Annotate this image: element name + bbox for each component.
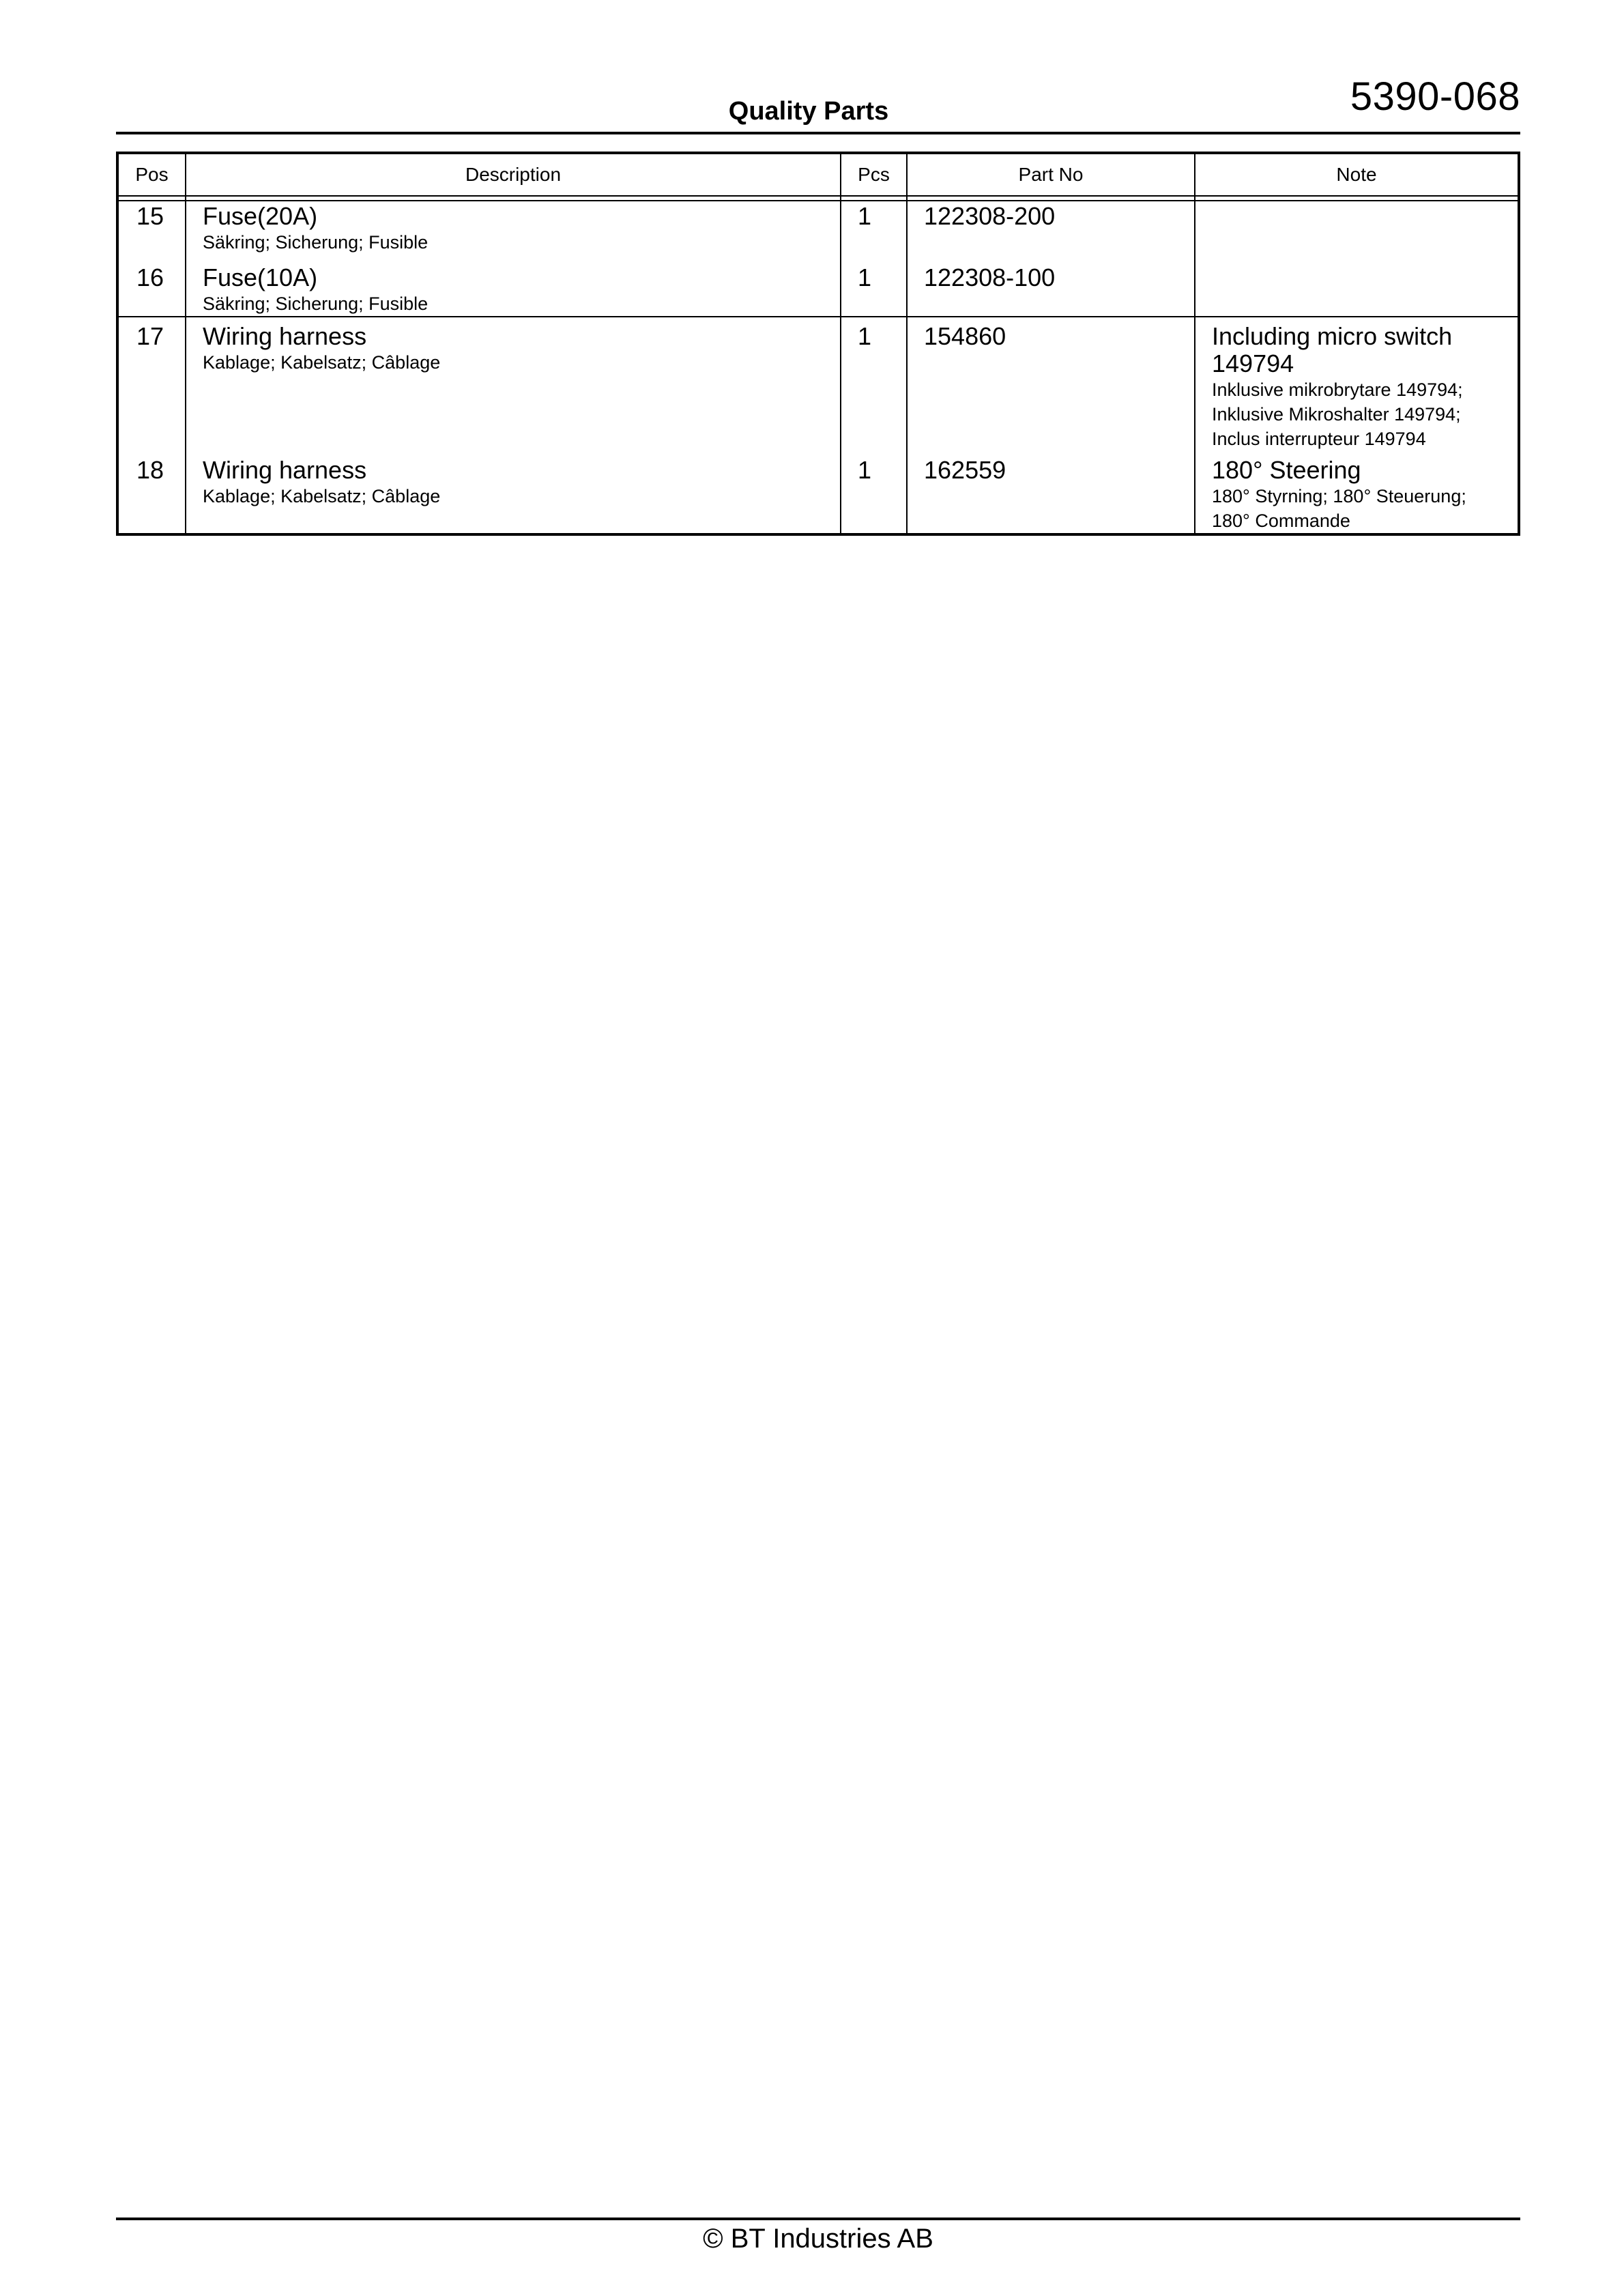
footer-divider bbox=[116, 2218, 1520, 2220]
description-value: Fuse(10A) bbox=[203, 263, 318, 291]
page-title: Quality Parts bbox=[728, 97, 889, 126]
table-row bbox=[119, 255, 1518, 317]
description-value: Wiring harness bbox=[203, 322, 367, 350]
description-translation: Säkring; Sicherung; Fusible bbox=[203, 293, 429, 314]
pcs-value: 1 bbox=[858, 263, 872, 291]
table-row bbox=[119, 317, 1518, 451]
header-divider bbox=[116, 132, 1520, 134]
pos-value: 15 bbox=[136, 202, 164, 230]
cell-pcs bbox=[841, 255, 907, 317]
description-translation: Kablage; Kabelsatz; Câblage bbox=[203, 486, 441, 506]
cell-pcs bbox=[841, 317, 907, 451]
cell-pos bbox=[119, 201, 186, 255]
cell-description bbox=[186, 201, 841, 255]
note-value: 180° Steering bbox=[1212, 456, 1361, 484]
cell-part-no bbox=[907, 255, 1195, 317]
footer-copyright: © BT Industries AB bbox=[703, 2224, 933, 2254]
description-value: Wiring harness bbox=[203, 456, 367, 484]
part-no-value: 122308-100 bbox=[924, 263, 1056, 291]
header-separator bbox=[119, 196, 1518, 201]
cell-description bbox=[186, 255, 841, 317]
cell-pcs bbox=[841, 201, 907, 255]
cell-note bbox=[1195, 201, 1518, 255]
column-header-description: Description bbox=[186, 154, 841, 196]
table-row bbox=[119, 451, 1518, 533]
note-translation: Inklusive Mikroshalter 149794; bbox=[1212, 404, 1461, 425]
description-translation: Säkring; Sicherung; Fusible bbox=[203, 232, 429, 253]
note-value: Including micro switch bbox=[1212, 322, 1453, 350]
note-translation: 180° Styrning; 180° Steuerung; bbox=[1212, 486, 1466, 506]
note-translation: 180° Commande bbox=[1212, 511, 1350, 531]
note-value-continued: 149794 bbox=[1212, 349, 1294, 377]
table-header-row bbox=[119, 154, 1518, 196]
document-number: 5390-068 bbox=[1350, 74, 1520, 119]
cell-part-no bbox=[907, 201, 1195, 255]
description-translation: Kablage; Kabelsatz; Câblage bbox=[203, 352, 441, 373]
table-row bbox=[119, 201, 1518, 255]
cell-note bbox=[1195, 255, 1518, 317]
pos-value: 17 bbox=[136, 322, 164, 350]
pos-value: 18 bbox=[136, 456, 164, 484]
description-value: Fuse(20A) bbox=[203, 202, 318, 230]
column-header-pcs: Pcs bbox=[841, 154, 907, 196]
cell-part-no bbox=[907, 451, 1195, 533]
column-header-note: Note bbox=[1195, 154, 1518, 196]
cell-pos bbox=[119, 255, 186, 317]
column-header-part-no: Part No bbox=[907, 154, 1195, 196]
part-no-value: 122308-200 bbox=[924, 202, 1056, 230]
pcs-value: 1 bbox=[858, 322, 872, 350]
note-translation: Inklusive mikrobrytare 149794; bbox=[1212, 379, 1463, 400]
note-translation: Inclus interrupteur 149794 bbox=[1212, 429, 1426, 449]
cell-pcs bbox=[841, 451, 907, 533]
cell-part-no bbox=[907, 317, 1195, 451]
cell-pos bbox=[119, 451, 186, 533]
pcs-value: 1 bbox=[858, 202, 872, 230]
cell-pos bbox=[119, 317, 186, 451]
parts-table bbox=[116, 152, 1520, 536]
cell-note bbox=[1195, 317, 1518, 451]
column-header-pos: Pos bbox=[119, 154, 186, 196]
pos-value: 16 bbox=[136, 263, 164, 291]
cell-description bbox=[186, 451, 841, 533]
cell-note bbox=[1195, 451, 1518, 533]
part-no-value: 154860 bbox=[924, 322, 1006, 350]
cell-description bbox=[186, 317, 841, 451]
pcs-value: 1 bbox=[858, 456, 872, 484]
part-no-value: 162559 bbox=[924, 456, 1006, 484]
